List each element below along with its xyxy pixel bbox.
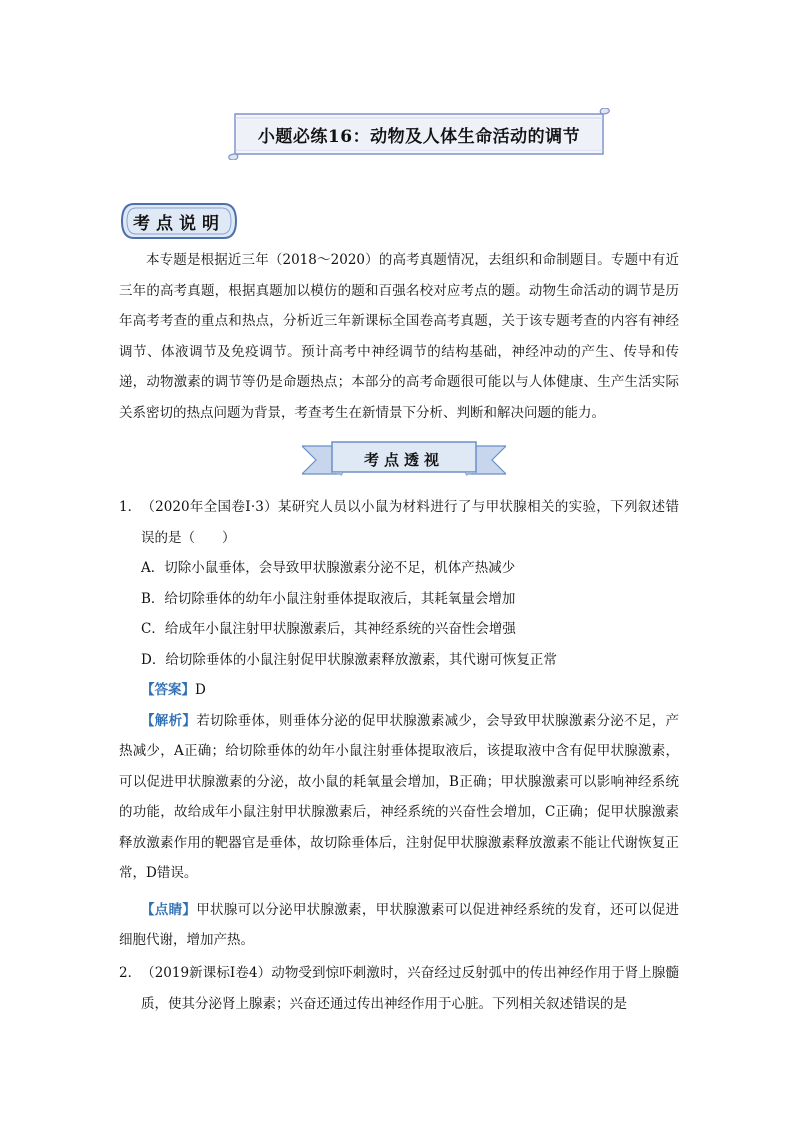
note-text: 甲状腺可以分泌甲状腺激素，甲状腺激素可以促进神经系统的发育，还可以促进细胞代谢，增加产热。 <box>119 901 680 948</box>
question-number: 1． <box>119 499 142 515</box>
section-label-perspective-text: 考点透视 <box>363 450 444 469</box>
question-stem <box>119 958 679 1019</box>
option-a: A．切除小鼠垂体，会导致甲状腺激素分泌不足，机体产热减少 <box>141 560 516 576</box>
question-2 <box>119 958 679 1019</box>
question-number: 2． <box>119 965 142 981</box>
title-banner <box>227 108 611 160</box>
option-b: B．给切除垂体的幼年小鼠注射垂体提取液后，其耗氧量会增加 <box>141 590 516 607</box>
question-text: （2020年全国卷Ⅰ·3）某研究人员以小鼠为材料进行了与甲状腺相关的实验，下列叙述错误的是（ ） <box>141 499 679 546</box>
analysis-tag: 【解析】 <box>141 712 197 729</box>
analysis-paragraph <box>119 706 679 889</box>
answer-line <box>119 675 679 706</box>
option-d: D．给切除垂体的小鼠注射促甲状腺激素释放激素，其代谢可恢复正常 <box>141 651 557 668</box>
page-title: 小题必练16：动物及人体生命活动的调节 <box>257 126 581 147</box>
question-stem <box>119 492 679 553</box>
answer-tag: 【答案】 <box>141 682 195 698</box>
section-label-explain-text: 考点说明 <box>133 213 225 234</box>
answer-value: D <box>195 682 206 698</box>
question-text: （2019新课标Ⅰ卷4）动物受到惊吓刺激时，兴奋经过反射弧中的传出神经作用于肾上腺髓质，使其分泌肾上腺素；兴奋还通过传出神经作用于心脏。下列相关叙述错误的是 <box>141 965 679 1012</box>
option-c: C．给成年小鼠注射甲状腺激素后，其神经系统的兴奋性会增强 <box>141 621 516 637</box>
note-tag: 【点睛】 <box>141 901 197 918</box>
section-label-explain <box>120 202 238 240</box>
section-label-perspective <box>302 440 506 478</box>
question-1 <box>119 492 679 956</box>
note-paragraph <box>119 895 679 956</box>
intro-paragraph: 本专题是根据近三年（2018～2020）的高考真题情况，去组织和命制题目。专题中有近三年的高考真题，根据真题加以模仿的题和百强名校对应考点的题。动物生命活动的调节是历年高考考查的重点和热点，分析近三年新课标全国卷高考真题，关于该专题考查的内容有神经调节、体液调节及免疫调节。预计高考中神经调节的结构基础，神经冲动的产生、传导和传递，动物激素的调节等仍是命题热点；本部分的高考命题很可能以与人体健康、生产生活实际关系密切的热点问题为背景，考查考生在新情景下分析、判断和解决问题的能力。 <box>119 252 679 421</box>
analysis-text: 若切除垂体，则垂体分泌的促甲状腺激素减少，会导致甲状腺激素分泌不足，产热减少，A正确；给切除垂体的幼年小鼠注射垂体提取液后，该提取液中含有促甲状腺激素，可以促进甲状腺激素的分泌，故小鼠的耗氧量会增加，B正确；甲状腺激素可以影响神经系统的功能，故给成年小鼠注射甲状腺激素后，神经系统的兴奋性会增加，C正确；促甲状腺激素释放激素作用的靶器官是垂体，故切除垂体后，注射促甲状腺激素释放激素不能让代谢恢复正常，D错误。 <box>119 712 680 881</box>
